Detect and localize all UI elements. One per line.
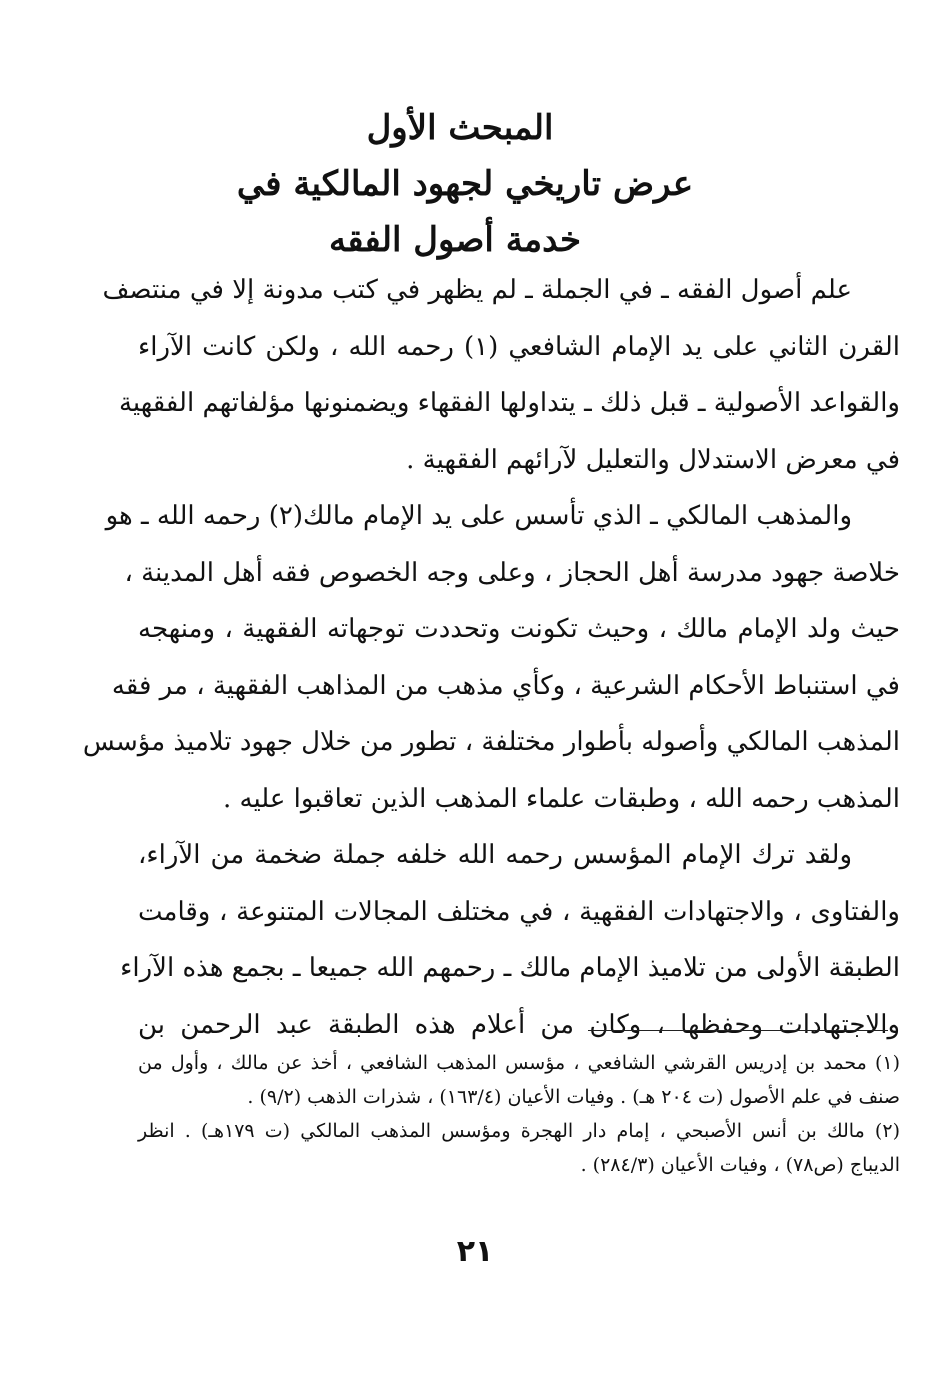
footnote-separator — [588, 1030, 888, 1031]
text-line: المذهب المالكي وأصوله بأطوار مختلفة ، تطور من خلال جهود تلاميذ مؤسس — [82, 727, 900, 757]
footnotes — [138, 1046, 900, 1182]
chapter-title-line-1: عرض تاريخي لجهود المالكية في — [236, 164, 694, 204]
footnote-line: (١) محمد بن إدريس القرشي الشافعي ، مؤسس المذهب الشافعي ، أخذ عن مالك ، وأول من — [138, 1052, 900, 1074]
main-text — [82, 262, 900, 1053]
text-line: والمذهب المالكي ـ الذي تأسس على يد الإمام مالك(٢) رحمه الله ـ هو — [105, 501, 852, 531]
text-line: حيث ولد الإمام مالك ، وحيث تكونت وتحددت توجهاته الفقهية ، ومنهجه — [138, 614, 900, 644]
page-number: ٢١ — [456, 1234, 494, 1269]
text-line: علم أصول الفقه ـ في الجملة ـ لم يظهر في كتب مدونة إلا في منتصف — [102, 275, 852, 305]
text-line: في استنباط الأحكام الشرعية ، وكأي مذهب من المذاهب الفقهية ، مر فقه — [111, 670, 900, 701]
text-line: خلاصة جهود مدرسة أهل الحجاز ، وعلى وجه الخصوص فقه أهل المدينة ، — [124, 557, 900, 588]
chapter-title-line-2: خدمة أصول الفقه — [329, 220, 581, 260]
section-heading: المبحث الأول — [366, 108, 554, 148]
text-line: ولقد ترك الإمام المؤسس رحمه الله خلفه جملة ضخمة من الآراء، — [138, 840, 852, 870]
footnote-line: صنف في علم الأصول (ت ٢٠٤ هـ) . وفيات الأعيان (١٦٣/٤) ، شذرات الذهب (٩/٢) . — [247, 1086, 900, 1108]
text-line: والقواعد الأصولية ـ قبل ذلك ـ يتداولها الفقهاء ويضمنونها مؤلفاتهم الفقهية — [118, 388, 900, 418]
footnote-line: الديباج (ص٧٨) ، وفيات الأعيان (٢٨٤/٣) . — [580, 1154, 900, 1176]
text-line: والفتاوى ، والاجتهادات الفقهية ، في مختلف المجالات المتنوعة ، وقامت — [138, 896, 900, 927]
text-line: القرن الثاني على يد الإمام الشافعي (١) رحمه الله ، ولكن كانت الآراء — [138, 331, 900, 362]
text-line: والاجتهادات وحفظها ، وكان من أعلام هذه الطبقة عبد الرحمن بن — [138, 1009, 900, 1040]
chapter-headings — [0, 100, 950, 268]
text-line: في معرض الاستدلال والتعليل لآرائهم الفقهية . — [406, 444, 900, 475]
footnote-line: (٢) مالك بن أنس الأصبحي ، إمام دار الهجرة ومؤسس المذهب المالكي (ت ١٧٩هـ) . انظر — [138, 1120, 900, 1142]
text-line: المذهب رحمه الله ، وطبقات علماء المذهب الذين تعاقبوا عليه . — [222, 783, 900, 814]
text-line: الطبقة الأولى من تلاميذ الإمام مالك ـ رحمهم الله جميعا ـ بجمع هذه الآراء — [120, 953, 900, 983]
